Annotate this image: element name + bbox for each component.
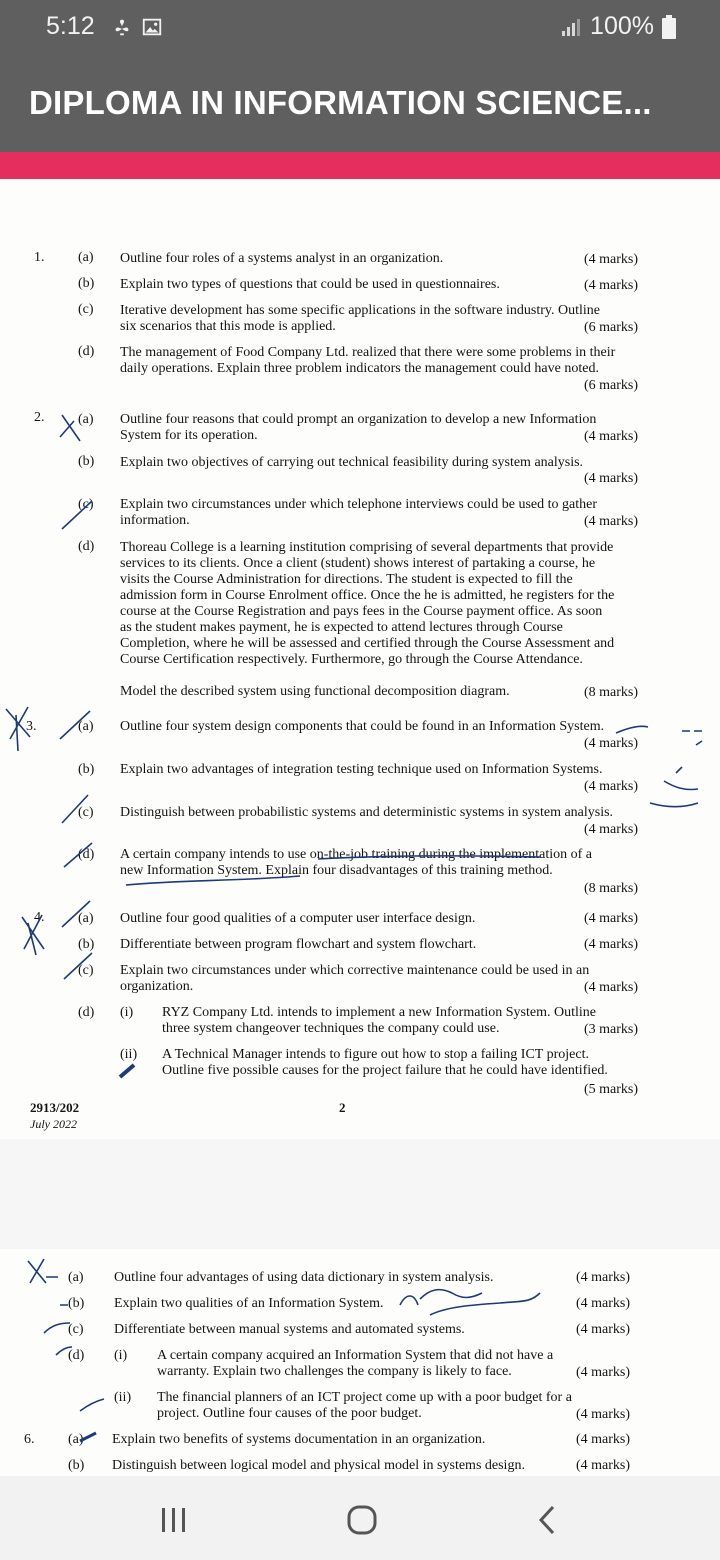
question-text: System for its operation. <box>120 428 258 443</box>
part-label: (b) <box>78 276 95 291</box>
page-gap <box>0 1139 720 1249</box>
battery-percent: 100% <box>590 12 654 40</box>
part-label: (d) <box>78 1005 95 1020</box>
question-text: warranty. Explain two challenges the company is likely to face. <box>157 1364 512 1379</box>
question-text: admission form in Course Enrolment office. Once the he is admitted, he registers for the <box>120 588 615 603</box>
part-label: (b) <box>78 937 95 952</box>
marks: (4 marks) <box>583 429 638 444</box>
question-text: A certain company acquired an Information System that did not have a <box>157 1348 554 1363</box>
question-number: 1. <box>34 250 45 265</box>
marks: (4 marks) <box>583 514 638 529</box>
document-title: DIPLOMA IN INFORMATION SCIENCE... <box>29 84 652 121</box>
question-text: Thoreau College is a learning institution comprising of several departments that provide <box>120 540 614 555</box>
marks: (4 marks) <box>575 1296 630 1311</box>
question-text: six scenarios that this mode is applied. <box>120 319 336 334</box>
part-label: (b) <box>78 762 95 777</box>
question-text: new Information System. Explain four disadvantages of this training method. <box>120 863 553 878</box>
signal-icon <box>560 16 582 38</box>
part-label: (a) <box>68 1270 84 1285</box>
question-text: Differentiate between program flowchart and system flowchart. <box>120 937 477 952</box>
question-text: Outline four good qualities of a computer user interface design. <box>120 911 476 926</box>
app-bar <box>0 58 720 152</box>
page-number: 2 <box>339 1100 346 1115</box>
part-label: (d) <box>68 1348 85 1363</box>
question-number: 4. <box>34 910 45 925</box>
marks: (4 marks) <box>575 1322 630 1337</box>
question-text: Outline four system design components that could be found in an Information System. <box>120 719 605 734</box>
part-label: (a) <box>78 719 94 734</box>
part-label: (b) <box>68 1458 85 1473</box>
question-text: Differentiate between manual systems and automated systems. <box>114 1322 465 1337</box>
part-label: (b) <box>78 454 95 469</box>
question-number: 6. <box>24 1432 35 1447</box>
question-text: Explain two types of questions that could be used in questionnaires. <box>120 277 500 292</box>
status-right <box>560 12 676 41</box>
part-label: (c) <box>78 805 94 820</box>
status-bar <box>0 0 720 58</box>
document-page-1 <box>0 179 720 1139</box>
question-text: Completion, where he will be assessed and certified through the Course Assessment and <box>120 636 615 651</box>
question-text: Distinguish between probabilistic systems and deterministic systems in system analysis. <box>120 805 614 820</box>
marks: (6 marks) <box>583 320 638 335</box>
question-text: RYZ Company Ltd. intends to implement a new Information System. Outline <box>162 1005 596 1020</box>
question-text: Iterative development has some specific applications in the software industry. Outline <box>120 303 601 318</box>
accent-strip <box>0 152 720 179</box>
question-text: The management of Food Company Ltd. realized that there were some problems in their <box>120 345 616 360</box>
marks: (4 marks) <box>583 736 638 751</box>
document-page-2 <box>0 1249 720 1476</box>
marks: (3 marks) <box>583 1022 638 1037</box>
question-text: Outline four roles of a systems analyst in an organization. <box>120 251 444 266</box>
part-label: (c) <box>78 302 94 317</box>
sub-part-label: (ii) <box>120 1047 138 1062</box>
part-label: (b) <box>68 1296 85 1311</box>
navigation-bar <box>0 1476 720 1560</box>
sub-part-label: (i) <box>120 1005 134 1020</box>
part-label: (a) <box>78 911 94 926</box>
question-text: Explain two qualities of an Information System. <box>114 1296 384 1311</box>
exam-date: July 2022 <box>30 1117 77 1131</box>
question-number: 3. <box>26 719 37 734</box>
question-text: Explain two objectives of carrying out technical feasibility during system analysis. <box>120 455 584 470</box>
question-text: A certain company intends to use on-the-job training during the implementation of a <box>120 847 592 862</box>
marks: (6 marks) <box>583 378 638 393</box>
question-text: information. <box>120 513 190 528</box>
question-text: Model the described system using functional decomposition diagram. <box>120 684 510 699</box>
home-icon[interactable] <box>340 1498 384 1542</box>
part-label: (a) <box>78 412 94 427</box>
marks: (4 marks) <box>583 911 638 926</box>
part-label: (d) <box>78 344 95 359</box>
question-text: Outline five possible causes for the project failure that he could have identified. <box>162 1063 608 1078</box>
exam-code: 2913/202 <box>30 1100 80 1115</box>
marks: (4 marks) <box>575 1270 630 1285</box>
recent-apps-icon[interactable] <box>152 1498 196 1542</box>
part-label: (a) <box>68 1432 84 1447</box>
question-text: visits the Course Administration for directions. The student is expected to fill the <box>120 572 573 587</box>
part-label: (c) <box>68 1322 84 1337</box>
part-label: (c) <box>78 963 94 978</box>
marks: (4 marks) <box>583 779 638 794</box>
marks: (4 marks) <box>583 980 638 995</box>
question-text: A Technical Manager intends to figure out how to stop a failing ICT project. <box>162 1047 589 1062</box>
marks: (4 marks) <box>583 822 638 837</box>
marks: (4 marks) <box>575 1458 630 1473</box>
part-label: (d) <box>78 847 95 862</box>
question-text: Outline four reasons that could prompt an organization to develop a new Information <box>120 412 597 427</box>
question-text: services to its clients. Once a client (student) shows interest of partaking a course, he <box>120 556 596 571</box>
question-text: Distinguish between logical model and physical model in systems design. <box>112 1458 525 1473</box>
marks: (4 marks) <box>575 1432 630 1447</box>
question-text: Explain two circumstances under which corrective maintenance could be used in an <box>120 963 590 978</box>
part-label: (c) <box>78 497 94 512</box>
status-time: 5:12 <box>46 12 95 40</box>
question-number: 2. <box>34 410 45 425</box>
question-text: Outline four advantages of using data dictionary in system analysis. <box>114 1270 494 1285</box>
marks: (4 marks) <box>575 1365 630 1380</box>
question-text: daily operations. Explain three problem indicators the management could have noted. <box>120 361 599 376</box>
sub-part-label: (ii) <box>114 1390 132 1405</box>
marks: (4 marks) <box>575 1407 630 1422</box>
marks: (5 marks) <box>583 1082 638 1097</box>
marks: (4 marks) <box>583 471 638 486</box>
marks: (8 marks) <box>583 881 638 896</box>
question-text: Explain two benefits of systems documentation in an organization. <box>112 1432 486 1447</box>
question-text: organization. <box>120 979 194 994</box>
question-text: Course Certification respectively. Furthermore, go through the Course Attendance. <box>120 652 583 667</box>
marks: (4 marks) <box>583 937 638 952</box>
question-text: as the student makes payment, he is expected to attend lectures through Course <box>120 620 563 635</box>
question-text: The financial planners of an ICT project come up with a poor budget for a <box>157 1390 572 1405</box>
part-label: (a) <box>78 250 94 265</box>
marks: (4 marks) <box>583 252 638 267</box>
question-text: three system changeover techniques the company could use. <box>162 1021 500 1036</box>
part-label: (d) <box>78 539 95 554</box>
question-text: Explain two circumstances under which telephone interviews could be used to gather <box>120 497 598 512</box>
battery-icon <box>662 15 676 39</box>
question-text: Explain two advantages of integration testing technique used on Information Systems. <box>120 762 603 777</box>
question-text: project. Outline four causes of the poor budget. <box>157 1406 422 1421</box>
question-text: course at the Course Registration and pays fees in the Course payment office. As soon <box>120 604 603 619</box>
marks: (8 marks) <box>583 685 638 700</box>
image-notification-icon <box>140 16 164 38</box>
document-viewer[interactable] <box>0 179 720 1476</box>
back-icon[interactable] <box>526 1498 570 1542</box>
marks: (4 marks) <box>583 278 638 293</box>
sub-part-label: (i) <box>114 1348 128 1363</box>
fan-notification-icon <box>110 16 134 38</box>
